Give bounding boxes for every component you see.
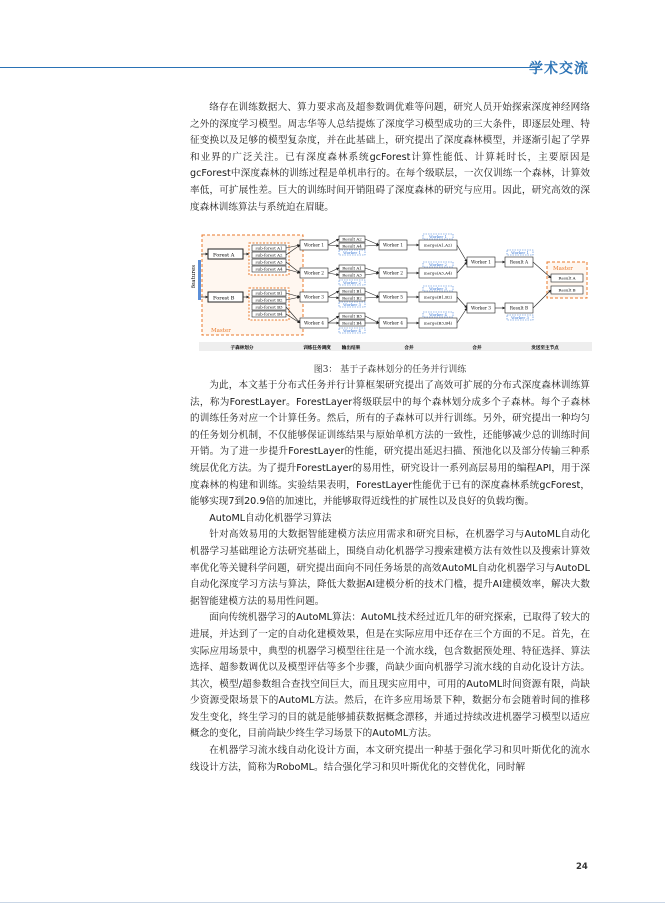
section-title: 学术交流 <box>529 61 589 77</box>
body-text-top <box>190 100 590 216</box>
master-left-label: Master <box>211 328 231 334</box>
master-right-label: Master <box>553 266 573 272</box>
merge-1-label: merge(A1,A2) <box>423 242 453 248</box>
arrow <box>365 297 379 298</box>
arrow <box>328 239 339 245</box>
arrow <box>457 308 467 323</box>
arrow <box>328 316 339 323</box>
merge-worker-4-label: Worker 4 <box>429 312 447 318</box>
merge-worker-1-label: Worker 1 <box>429 234 447 240</box>
figure-diagram <box>191 230 592 354</box>
result-left-1-label: Result A2 <box>342 236 362 242</box>
worker-small-2-label: Worker 2 <box>343 280 361 286</box>
paragraph: 为此，本文基于分布式任务并行计算框架研究提出了高效可扩展的分布式深度森林训练算法，称为ForestLayer。ForestLayer将级联层中的每个森林划分成多个子森林。每个子森林的训练任务对应一个计算任务。然后，所有的子森林可以并行训练。另外，研究提出一种均匀的任务划分机制，不仅能够保证训练结果与原始单机方法的一致性，还能够减少总的训练时间开销。为了进一步提升ForestLayer的性能，研究提出延迟扫描、预池化以及部分传输三种系统层优化方法。为了提升ForestLayer的易用性，研究设计一系列高层易用的编程API，用于深度森林的构建和训练。实验结果表明，ForestLayer性能优于已有的深度森林系统gcForest，能够实现7到20.9倍的加速比，并能够取得近线性的扩展性以及良好的负载均衡。 <box>190 380 590 508</box>
result-left-2-label: Result A4 <box>342 243 362 249</box>
merge-2-label: merge(A3,A4) <box>423 270 453 276</box>
subforest-4-label: sub-forest A4 <box>255 266 283 272</box>
result-left-6-label: Result B2 <box>342 295 362 301</box>
subheading: AutoML自动化机器学习算法 <box>209 512 332 524</box>
result-left-5-label: Result B1 <box>342 288 362 294</box>
worker-mid-1-label: Worker 1 <box>382 243 404 249</box>
result-right-b-label: Result B <box>509 306 529 312</box>
arrow <box>328 291 339 297</box>
figure-task-parallel-training <box>191 230 592 354</box>
features-bar <box>198 260 201 300</box>
forest-b-label: Forest B <box>213 295 235 302</box>
arrow <box>365 273 379 275</box>
workers-left <box>300 240 328 328</box>
merge-worker-2-label: Worker 2 <box>429 262 447 268</box>
features-label: features <box>191 264 197 288</box>
workers-right <box>467 250 533 320</box>
stage-label-1: 子森林划分 <box>230 346 254 351</box>
merge-worker-3-label: Worker 3 <box>429 286 447 292</box>
stage-label-4: 合并 <box>404 346 414 351</box>
worker-mid-2-label: Worker 2 <box>382 271 404 277</box>
results-left <box>339 236 365 333</box>
workers-mid <box>379 240 407 328</box>
result-left-7-label: Result B3 <box>342 313 362 319</box>
arrow <box>365 291 379 297</box>
paragraph: 在机器学习流水线自动化设计方面，本文研究提出一种基于强化学习和贝叶斯优化的流水线设计方法，简称为RoboML。结合强化学习和贝叶斯优化的交替优化，同时解 <box>190 745 590 773</box>
worker-mid-3-label: Worker 5 <box>382 295 404 301</box>
worker-left-2-label: Worker 2 <box>303 271 325 277</box>
subforest-3-label: sub-forest A3 <box>255 259 283 265</box>
body-text-bottom <box>190 378 590 776</box>
forest-a-label: Forest A <box>213 252 235 259</box>
subforest-8-label: sub-forest B4 <box>255 311 283 317</box>
master-result-b-label: Result B <box>558 287 576 293</box>
paragraph: 针对高效易用的大数据智能建模方法应用需求和研究目标，在机器学习与AutoML自动化机器学习基础理论方法研究基础上，围绕自动化机器学习搜索建模方法有效性以及搜索计算效率优化等关键科学问题，研究提出面向不同任务场景的高效AutoML自动化机器学习与AutoDL自动化深度学习方法与算法，降低大数据AI建模分析的技术门槛，提升AI建模效率，解决大数据智能建模方法的易用性问题。 <box>190 529 590 607</box>
subforest-7-label: sub-forest B3 <box>255 304 283 310</box>
worker-right-1-label: Worker 1 <box>470 260 492 266</box>
worker-left-3-label: Worker 3 <box>303 295 325 301</box>
result-left-3-label: Result A1 <box>342 265 362 271</box>
arrow <box>365 245 379 246</box>
footer-rule <box>0 902 665 903</box>
arrow <box>365 268 379 273</box>
paragraph: 面向传统机器学习的AutoML算法：AutoML技术经过近几年的研究探索，已取得了较大的进展，并达到了一定的自动化建模效果，但是在实际应用中还存在三个方面的不足。首先，在实际应用场景中，典型的机器学习模型往往是一个流水线，包含数据预处理、特征选择、算法选择、超参数调优以及模型评估等多个步骤，尚缺少面向机器学习流水线的自动化设计方法。其次，模型/超参数组合查找空间巨大，而且现实应用中，可用的AutoML时间资源有限，尚缺少资源受限场景下的AutoML方法。然后，在许多应用场景下种，数据分布会随着时间的推移发生变化，终生学习的目的就是能够捕获数据概念漂移，并通过持续改进机器学习模型以适应概念的变化，目前尚缺少终生学习场景下的AutoML方法。 <box>190 612 590 740</box>
worker-small-3-label: Worker 3 <box>343 302 361 308</box>
worker-right-small-3-label: Worker 3 <box>511 315 529 321</box>
arrow <box>457 262 467 273</box>
worker-left-4-label: Worker 4 <box>303 321 325 327</box>
merges <box>419 234 457 328</box>
master-result-a-label: Result A <box>558 275 576 281</box>
arrow <box>328 273 339 275</box>
paragraph: 络存在训练数据大、算力要求高及超参数调优难等问题，研究人员开始探索深度神经网络之外的深度学习模型。周志华等人总结提炼了深度学习模型成功的三大条件，即逐层处理、特征变换以及足够的模型复杂度，并在此基础上，研究提出了深度森林模型，并逐渐引起了学界和业界的广泛关注。已有深度森林系统gcForest计算性能低、计算耗时长，主要原因是gcForest中深度森林的训练过程是单机串行的。在每个级联层，一次仅训练一个森林，计算效率低，可扩展性差。巨大的训练时间开销阻碍了深度森林的研究与应用。因此，研究高效的深度森林训练算法与系统迫在眉睫。 <box>190 102 590 213</box>
stage-label-5: 合并 <box>472 346 482 351</box>
subforest-5-label: sub-forest B1 <box>255 290 283 296</box>
figure-caption: 图3： 基于子森林划分的任务并行训练 <box>313 365 467 375</box>
stage-label-2: 训练任务调度 <box>303 346 331 351</box>
page-number: 24 <box>576 862 588 872</box>
subforest-2-label: sub-forest A2 <box>255 252 283 258</box>
worker-left-1-label: Worker 1 <box>303 243 325 249</box>
arrow <box>457 245 467 262</box>
result-left-8-label: Result B4 <box>342 320 362 326</box>
arrow <box>328 297 339 298</box>
worker-small-4-label: Worker 4 <box>343 328 361 334</box>
stage-label-6: 发送至主节点 <box>531 346 559 351</box>
stage-label-3: 输出结果 <box>341 346 361 351</box>
merge-4-label: merge(B3,B4) <box>423 320 453 326</box>
worker-mid-4-label: Worker 4 <box>382 321 404 327</box>
arrow <box>457 297 467 308</box>
subforest-1-label: sub-forest A1 <box>255 245 283 251</box>
subforest-6-label: sub-forest B2 <box>255 297 283 303</box>
merge-3-label: merge(B1,B2) <box>423 294 453 300</box>
worker-small-1-label: Worker 1 <box>343 250 361 256</box>
worker-right-3-label: Worker 3 <box>470 306 492 312</box>
arrow <box>365 239 379 245</box>
arrow <box>328 245 339 246</box>
header-rule <box>0 67 540 68</box>
worker-right-small-1-label: Worker 1 <box>511 250 529 256</box>
result-right-a-label: Result A <box>509 260 529 266</box>
arrow <box>365 316 379 323</box>
arrow <box>328 268 339 273</box>
arrow <box>533 290 551 308</box>
result-left-4-label: Result A3 <box>342 272 362 278</box>
